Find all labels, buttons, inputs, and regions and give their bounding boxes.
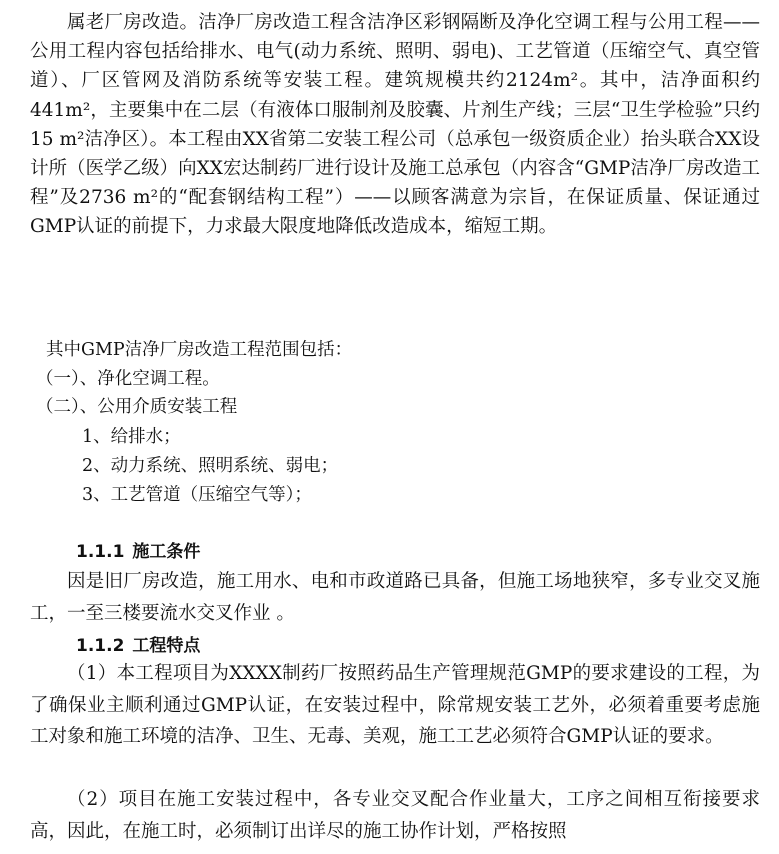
section-number: 1.1.2 (76, 636, 125, 656)
features-paragraph-2: （2）项目在施工安装过程中，各专业交叉配合作业量大，工序之间相互衔接要求高，因此，在施工时，必须制订出详尽的施工协作计划，严格按照 (30, 789, 760, 842)
scope-subitem-electrical: 2、动力系统、照明系统、弱电； (82, 456, 339, 476)
intro-paragraph: 属老厂房改造。洁净厂房改造工程含洁净区彩钢隔断及净化空调工程与公用工程——公用工程内容包括给排水、电气(动力系统、照明、弱电)、工艺管道（压缩空气、真空管道）、厂区管网及消防系统等安装工程。建筑规模共约2124m²。其中，洁净面积约441m²，主要集中在二层（有液体口服制剂及胶囊、片剂生产线；三层“卫生学检验”只约15 m²洁净区）。本工程由XX省第二安装工程公司（总承包一级资质企业）抬头联合XX设计所（医学乙级）向XX宏达制药厂进行设计及施工总承包（内容含“GMP洁净厂房改造工程”及2736 m²的“配套钢结构工程”）——以顾客满意为宗旨，在保证质量、保证通过GMP认证的前提下，力求最大限度地降低改造成本，缩短工期。 (30, 12, 760, 238)
scope-subitem-piping: 3、工艺管道（压缩空气等）； (82, 485, 312, 505)
scope-subitem-water: 1、给排水； (82, 427, 181, 447)
scope-item-hvac: （一）、净化空调工程。 (36, 369, 220, 389)
section-heading-features (76, 631, 200, 656)
section-heading-conditions (76, 537, 200, 562)
section-number: 1.1.1 (76, 542, 125, 562)
section-title: 工程特点 (132, 636, 201, 656)
scope-item-utilities: （二）、公用介质安装工程 (36, 397, 238, 417)
conditions-paragraph: 因是旧厂房改造，施工用水、电和市政道路已具备，但施工场地狭窄，多专业交叉施工，一至三楼要流水交叉作业 。 (30, 571, 760, 624)
scope-heading: 其中GMP洁净厂房改造工程范围包括： (46, 340, 353, 360)
section-title: 施工条件 (132, 542, 201, 562)
features-paragraph-1: （1）本工程项目为XXXX制药厂按照药品生产管理规范GMP的要求建设的工程，为了确保业主顺利通过GMP认证，在安装过程中，除常规安装工艺外，必须着重要考虑施工对象和施工环境的洁净、卫生、无毒、美观，施工工艺必须符合GMP认证的要求。 (30, 663, 760, 747)
